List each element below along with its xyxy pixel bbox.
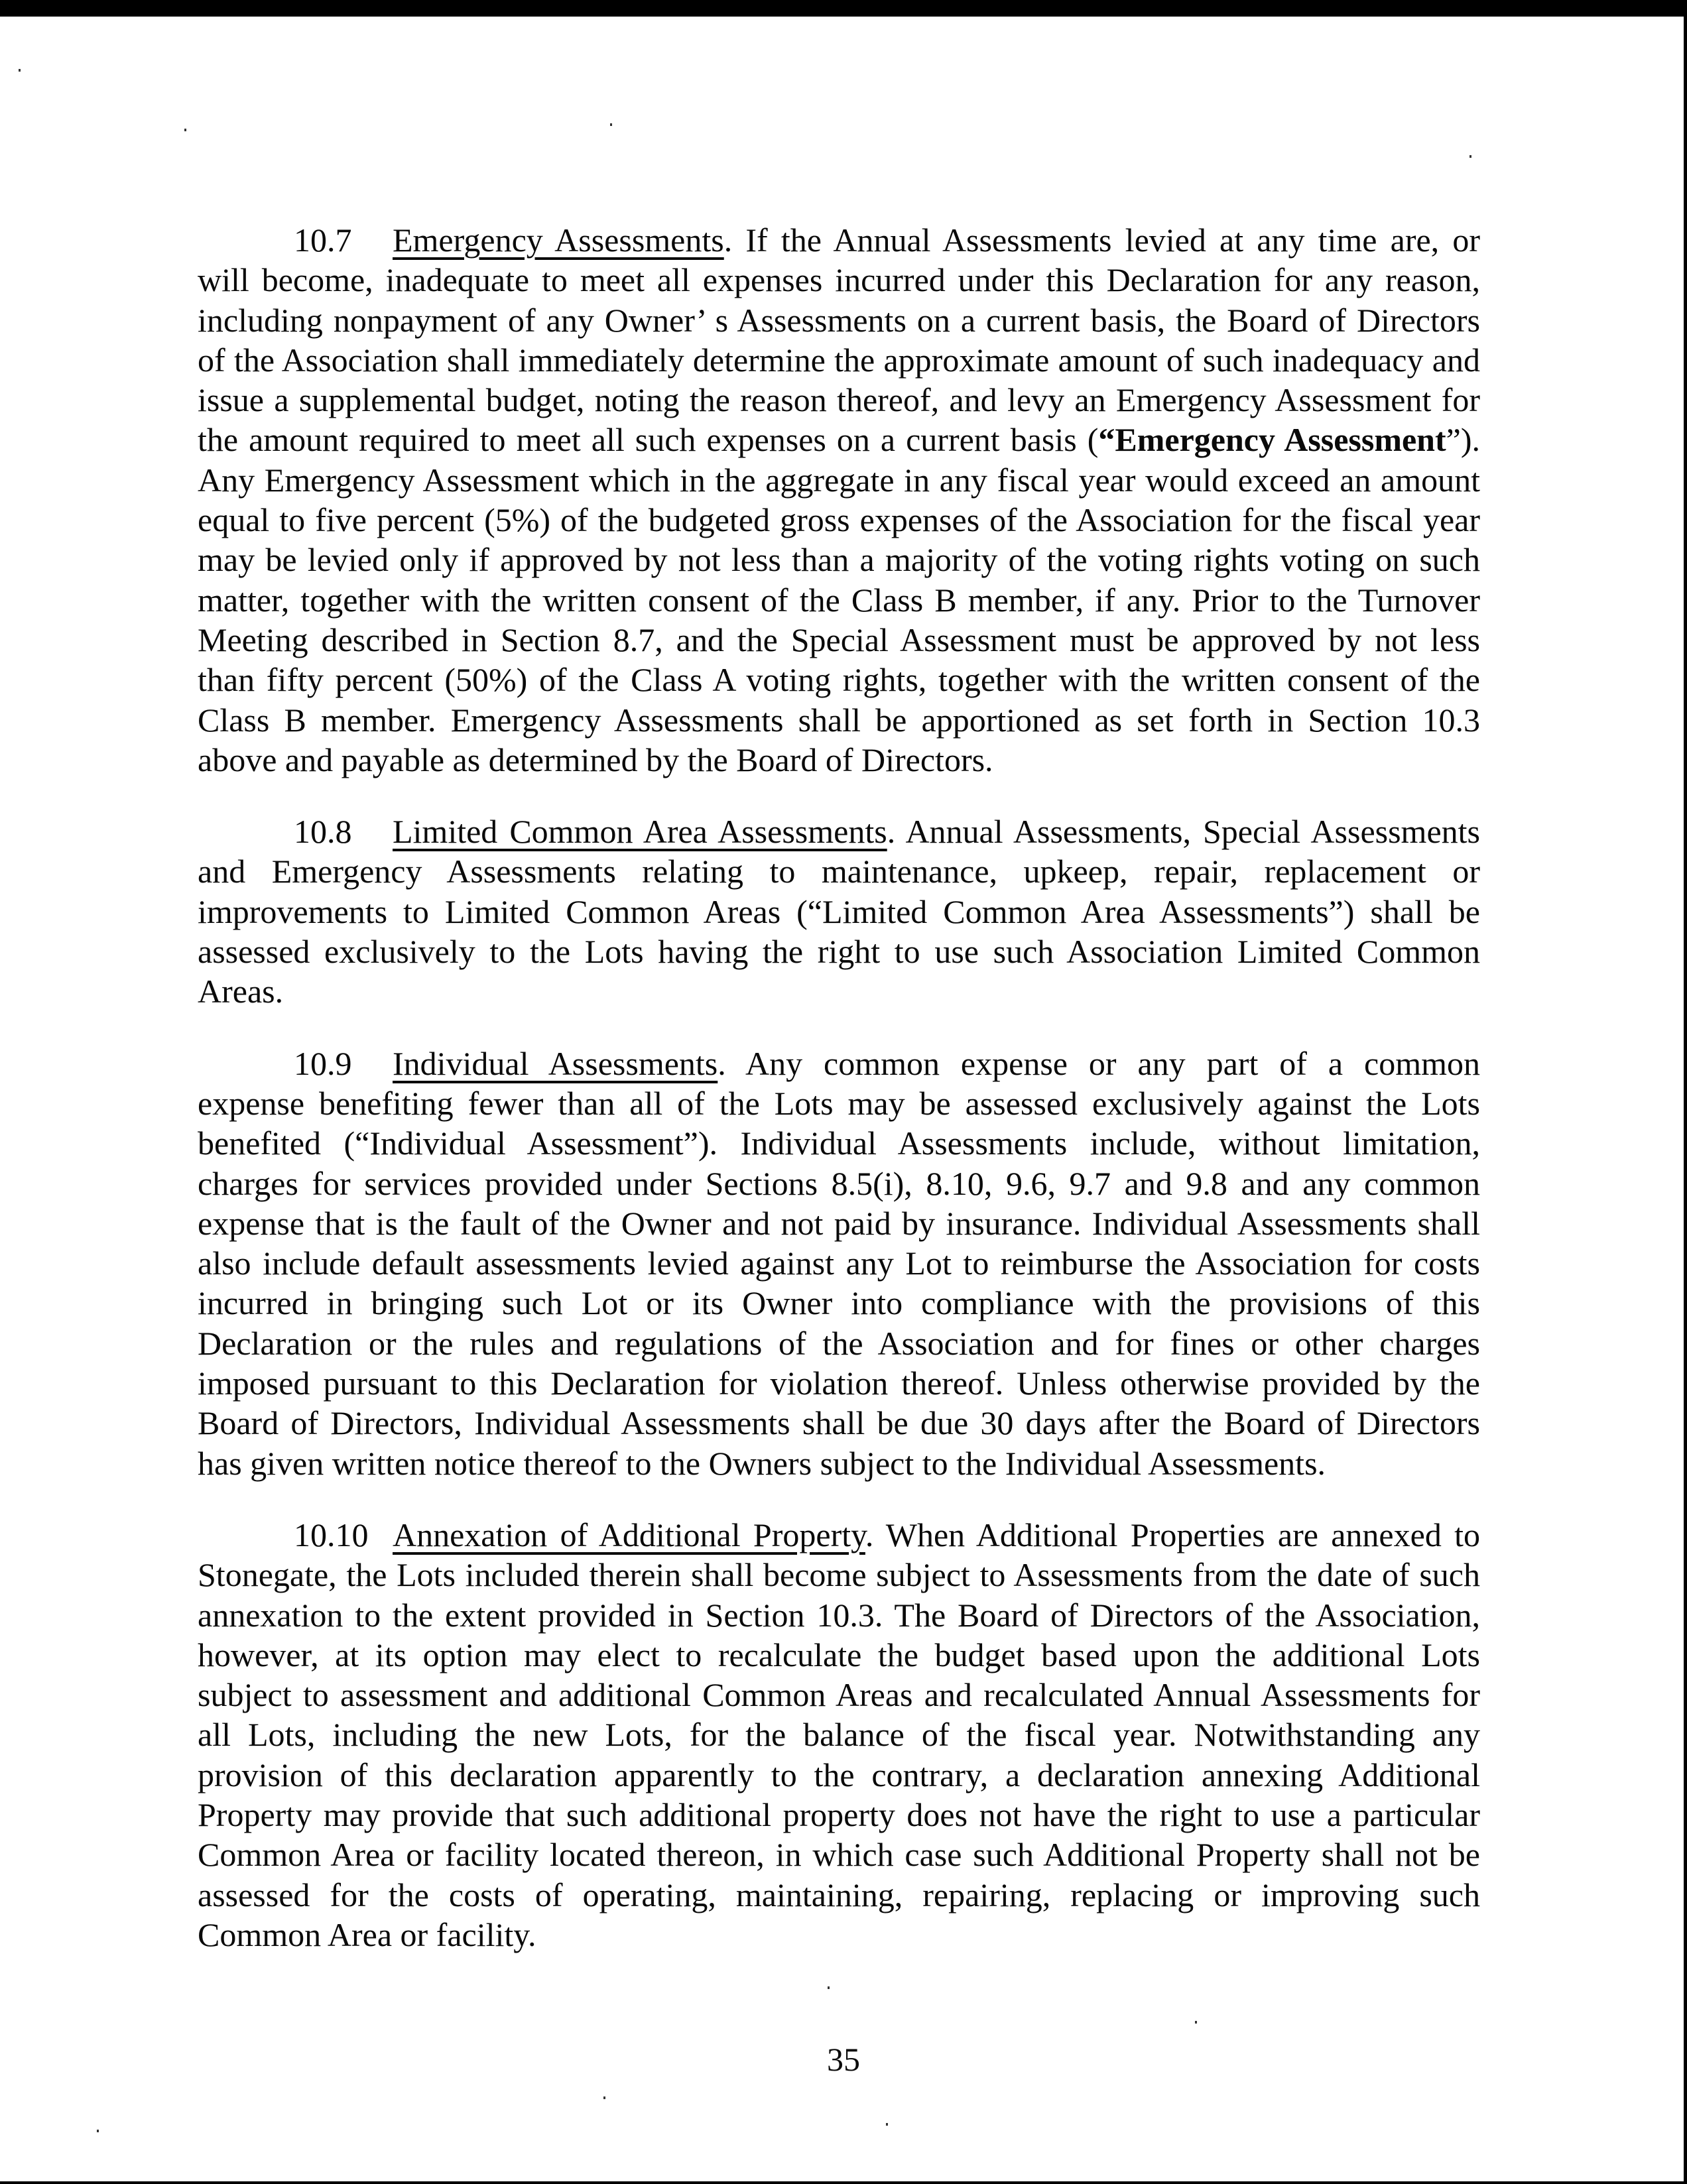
text-line: of the Association shall immediately determine the approximate amount of such inadequacy and: [198, 341, 1480, 379]
scan-speck: [1469, 155, 1471, 158]
text-line: Property may provide that such additional property does not have the right to use a particular: [198, 1795, 1480, 1833]
text-line: charges for services provided under Sections 8.5(i), 8.10, 9.6, 9.7 and 9.8 and any common: [198, 1164, 1480, 1202]
text-line: Declaration or the rules and regulations of the Association and for fines or other charges: [198, 1324, 1480, 1362]
section-text: . When Additional Properties are annexed to: [865, 1516, 1481, 1553]
text-line: Common Area or facility located thereon, in which case such Additional Property shall not be: [198, 1836, 1480, 1874]
defined-term: “Emergency Assessment: [1098, 421, 1446, 459]
text-line: will become, inadequate to meet all expenses incurred under this Declaration for any reason,: [198, 261, 1480, 299]
text-line: Common Area or facility.: [198, 1915, 536, 1953]
section-number: 10.10: [294, 1516, 369, 1553]
text-line: issue a supplemental budget, noting the reason thereof, and levy an Emergency Assessment for: [198, 381, 1480, 419]
section-heading: Limited Common Area Assessments: [393, 813, 887, 851]
section-text: . Any common expense or any part of a common: [718, 1044, 1481, 1082]
section-first-line: [198, 1515, 1480, 1555]
scan-speck: [603, 2096, 605, 2099]
section-10-8: [198, 812, 1480, 1011]
text-line: [198, 420, 1480, 459]
page-number: 35: [827, 2041, 860, 2078]
text-line: matter, together with the written consent of the Class B member, if any. Prior to the Turnover: [198, 581, 1480, 619]
scan-speck: [19, 69, 21, 72]
text-line: subject to assessment and additional Common Areas and recalculated Annual Assessments for: [198, 1676, 1480, 1714]
scan-border-top: [0, 0, 1687, 17]
text-line: assessed exclusively to the Lots having the right to use such Association Limited Common: [198, 933, 1480, 971]
text-line: expense that is the fault of the Owner and not paid by insurance. Individual Assessments shall: [198, 1204, 1480, 1242]
text-line: however, at its option may elect to recalculate the budget based upon the additional Lots: [198, 1636, 1480, 1673]
section-heading: Individual Assessments: [393, 1044, 718, 1082]
text-line: and Emergency Assessments relating to maintenance, upkeep, repair, replacement or: [198, 853, 1480, 890]
section-10-9: [198, 1044, 1480, 1483]
section-first-line: [198, 812, 1480, 851]
scan-speck: [886, 2123, 888, 2126]
section-10-10: [198, 1515, 1480, 1955]
text-line: Meeting described in Section 8.7, and the Special Assessment must be approved by not less: [198, 621, 1480, 658]
text-line: all Lots, including the new Lots, for the balance of the fiscal year. Notwithstanding any: [198, 1716, 1480, 1754]
section-number: 10.9: [294, 1044, 352, 1082]
scan-border-bottom: [0, 2181, 1687, 2184]
section-heading: Emergency Assessments: [393, 221, 724, 259]
text-line: improvements to Limited Common Areas (“Limited Common Area Assessments”) shall be: [198, 892, 1480, 930]
text-fragment: ”).: [1446, 421, 1480, 459]
text-line: may be levied only if approved by not less than a majority of the voting rights voting on such: [198, 541, 1480, 579]
section-number: 10.8: [294, 813, 352, 851]
section-first-line: [198, 220, 1480, 260]
text-line: imposed pursuant to this Declaration for violation thereof. Unless otherwise provided by the: [198, 1365, 1480, 1402]
text-line: expense benefiting fewer than all of the Lots may be assessed exclusively against the Lots: [198, 1084, 1480, 1122]
scan-speck: [97, 2130, 99, 2132]
text-line: Areas.: [198, 973, 284, 1010]
scan-speck: [828, 1986, 830, 1989]
text-line: Board of Directors, Individual Assessments shall be due 30 days after the Board of Directors: [198, 1404, 1480, 1442]
text-line: than fifty percent (50%) of the Class A voting rights, together with the written consent of the: [198, 661, 1480, 699]
scan-speck: [610, 123, 612, 126]
document-body: [198, 220, 1480, 1986]
text-line: also include default assessments levied against any Lot to reimburse the Association for costs: [198, 1244, 1480, 1282]
text-line: provision of this declaration apparently to the contrary, a declaration annexing Additional: [198, 1756, 1480, 1793]
section-first-line: [198, 1044, 1480, 1083]
text-line: Class B member. Emergency Assessments shall be apportioned as set forth in Section 10.3: [198, 701, 1480, 739]
text-line: incurred in bringing such Lot or its Owner into compliance with the provisions of this: [198, 1284, 1480, 1322]
section-text: . Annual Assessments, Special Assessments: [887, 813, 1480, 851]
text-line: has given written notice thereof to the Owners subject to the Individual Assessments.: [198, 1444, 1326, 1482]
scan-speck: [1195, 2021, 1197, 2024]
text-line: above and payable as determined by the Board of Directors.: [198, 741, 993, 778]
text-fragment: the amount required to meet all such expenses on a current basis (: [198, 421, 1099, 459]
scan-speck: [184, 129, 186, 131]
text-line: assessed for the costs of operating, maintaining, repairing, replacing or improving such: [198, 1876, 1480, 1913]
section-10-7: [198, 220, 1480, 780]
text-line: benefited (“Individual Assessment”). Individual Assessments include, without limitation,: [198, 1124, 1480, 1162]
section-text: . If the Annual Assessments levied at any time are, or: [723, 221, 1480, 259]
text-line: Stonegate, the Lots included therein shall become subject to Assessments from the date of such: [198, 1556, 1480, 1594]
text-line: equal to five percent (5%) of the budgeted gross expenses of the Association for the fiscal year: [198, 501, 1480, 539]
text-line: including nonpayment of any Owner’ s Assessments on a current basis, the Board of Directors: [198, 301, 1480, 339]
text-line: annexation to the extent provided in Section 10.3. The Board of Directors of the Association,: [198, 1596, 1480, 1634]
scan-border-right: [1684, 0, 1687, 2184]
section-number: 10.7: [294, 221, 352, 259]
section-heading: Annexation of Additional Property: [393, 1516, 865, 1553]
text-line: Any Emergency Assessment which in the aggregate in any fiscal year would exceed an amount: [198, 461, 1480, 499]
